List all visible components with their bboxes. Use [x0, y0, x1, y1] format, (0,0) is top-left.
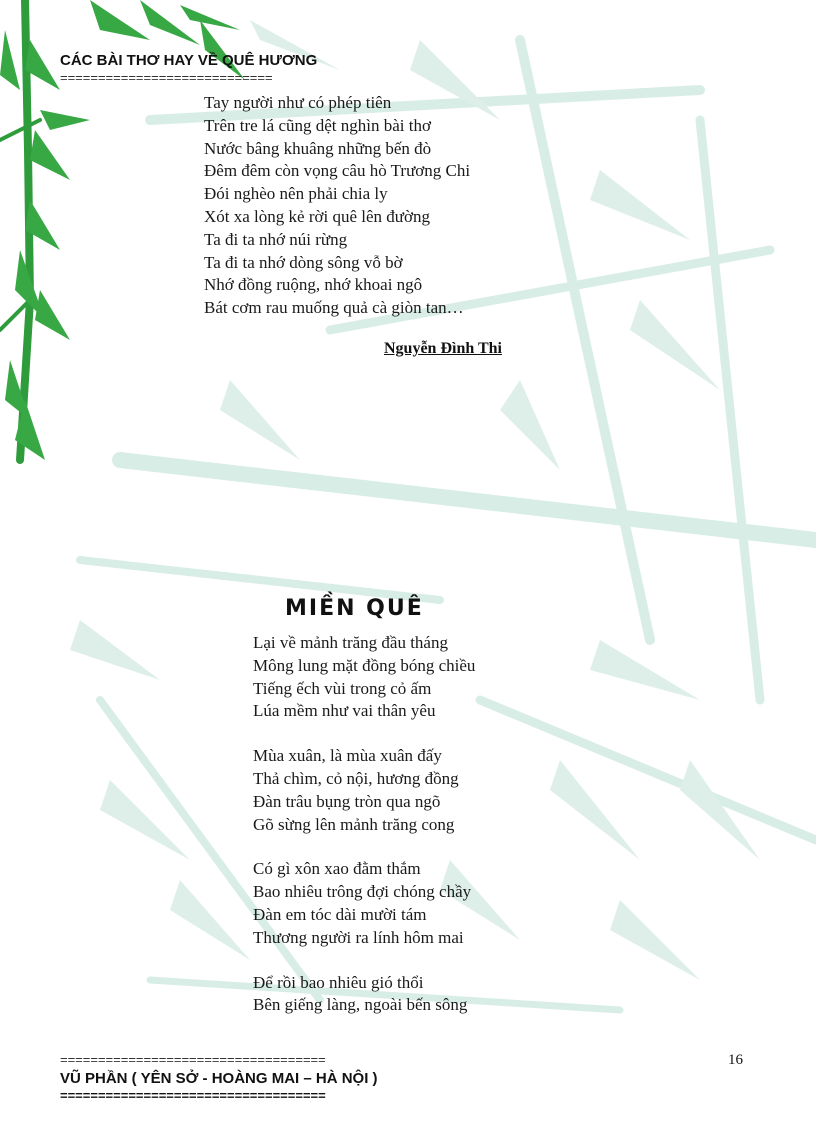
poem-author: Nguyễn Đình Thi — [384, 340, 502, 357]
stanza — [253, 745, 475, 836]
poem-line: Mông lung mặt đồng bóng chiều — [253, 655, 476, 675]
poem-line: Thả chìm, cỏ nội, hương đồng — [253, 768, 459, 788]
document-header-title: CÁC BÀI THƠ HAY VỀ QUÊ HƯƠNG — [60, 52, 318, 69]
poem-line: Bên giếng làng, ngoài bến sông — [253, 995, 468, 1015]
poem-line: Bao nhiêu trông đợi chóng chầy — [253, 882, 472, 902]
poem-1 — [204, 92, 470, 320]
poem-line: Đàn em tóc dài mười tám — [253, 904, 427, 924]
poem-line: Ta đi ta nhớ núi rừng — [204, 229, 348, 249]
poem-line: Lại về mảnh trăng đầu tháng — [253, 633, 448, 652]
poem-line: Tiếng ếch vùi trong cỏ ấm — [253, 678, 432, 698]
poem-line: Để rồi bao nhiêu gió thổi — [253, 972, 424, 992]
poem-line: Gõ sừng lên mảnh trăng cong — [253, 814, 455, 834]
poem-line: Nước bâng khuâng những bến đò — [204, 138, 432, 158]
header-rule: ============================ — [60, 70, 273, 85]
footer-rule-top: =================================== — [60, 1052, 326, 1067]
page-number: 16 — [728, 1052, 743, 1068]
poem-line: Ta đi ta nhớ dòng sông vỗ bờ — [204, 252, 403, 272]
poem-line: Nhớ đồng ruộng, nhớ khoai ngô — [204, 275, 423, 295]
poem-line: Đàn trâu bụng tròn qua ngõ — [253, 791, 441, 811]
footer-author-address: VŨ PHẦN ( YÊN SỞ - HOÀNG MAI – HÀ NỘI ) — [60, 1070, 378, 1087]
poem-2 — [253, 632, 475, 1039]
poem-line: Thương người ra lính hôm mai — [253, 927, 464, 947]
poem-line: Có gì xôn xao đằm thắm — [253, 859, 421, 879]
stanza — [253, 858, 475, 949]
poem-line: Trên tre lá cũng dệt nghìn bài thơ — [204, 115, 431, 135]
poem-line: Lúa mềm như vai thân yêu — [253, 701, 436, 721]
stanza — [253, 632, 475, 723]
poem-line: Đói nghèo nên phải chia ly — [204, 184, 388, 204]
footer-rule-bottom: =================================== — [60, 1088, 326, 1103]
poem-line: Mùa xuân, là mùa xuân đấy — [253, 746, 442, 766]
poem-line: Tay người như có phép tiên — [204, 93, 392, 112]
poem-2-title: MIỀN QUÊ — [285, 596, 424, 621]
poem-line: Xót xa lòng kẻ rời quê lên đường — [204, 206, 430, 226]
stanza — [253, 972, 475, 1018]
poem-line: Đêm đêm còn vọng câu hò Trương Chi — [204, 161, 471, 181]
poem-line: Bát cơm rau muống quả cà giòn tan… — [204, 298, 464, 318]
